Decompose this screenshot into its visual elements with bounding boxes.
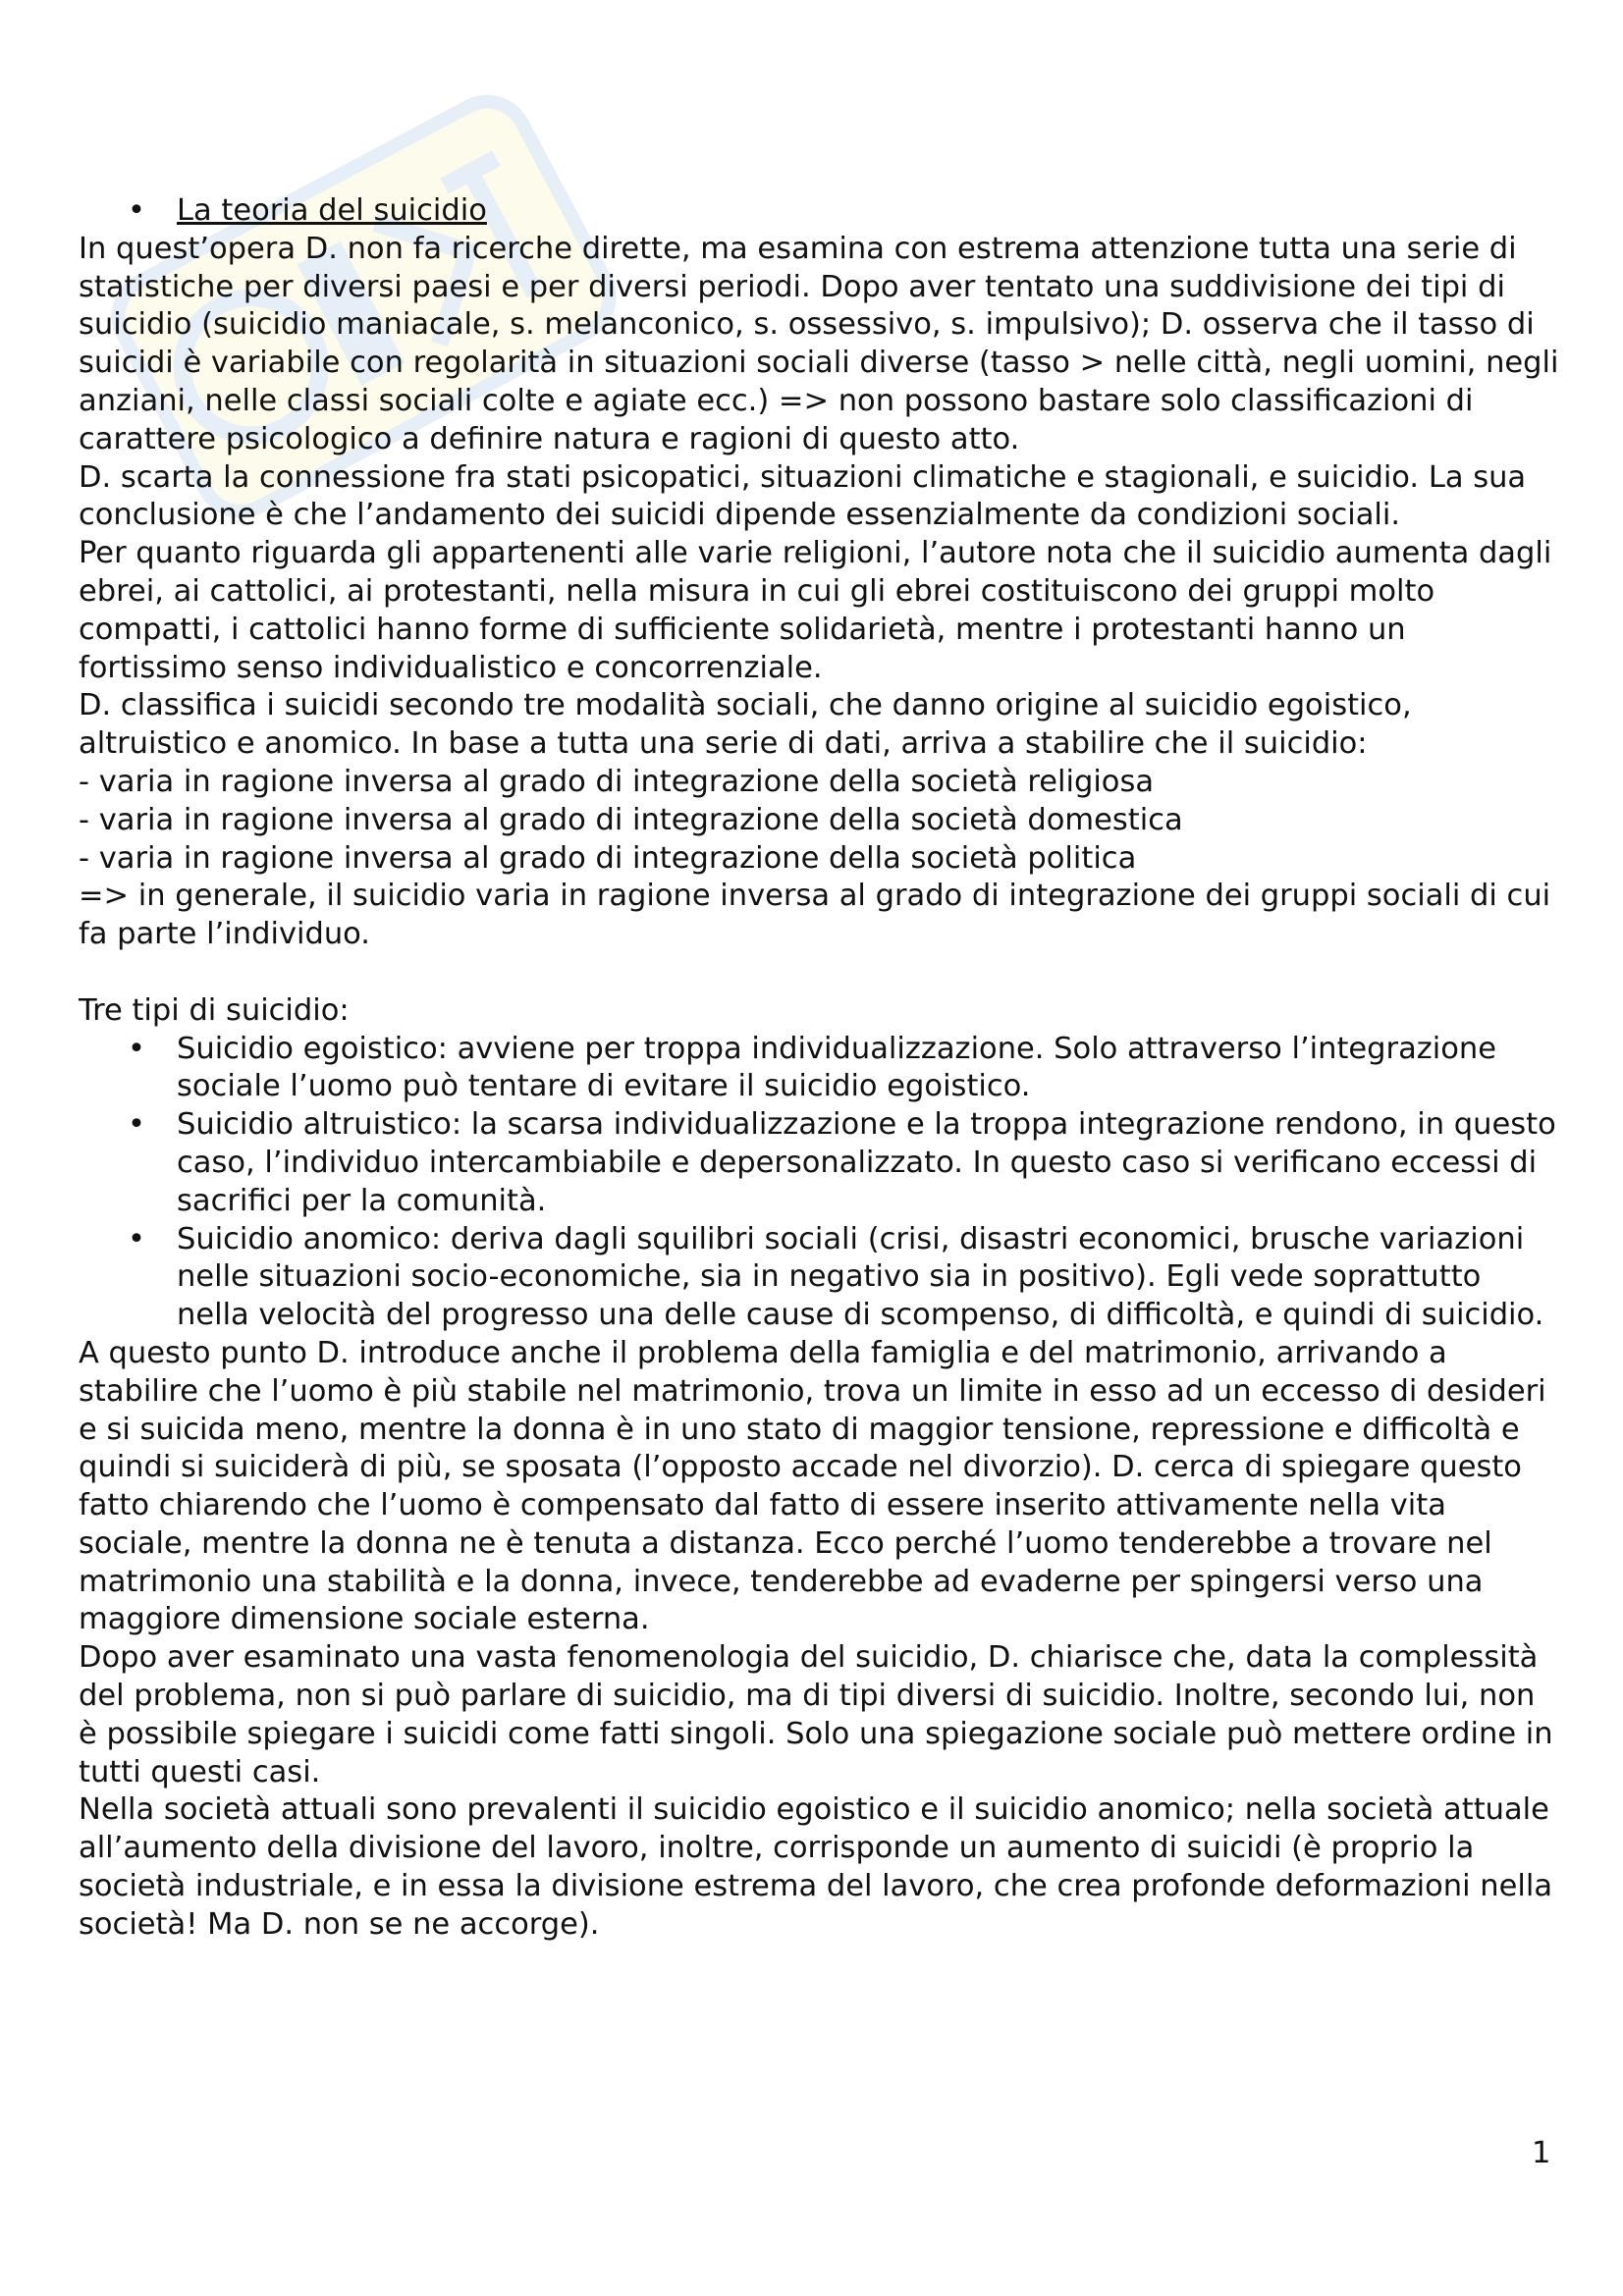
paragraph: Nella società attuali sono prevalenti il suicidio egoistico e il suicidio anomico; nella società attuale all’aumento della divisione del lavoro, inoltre, corrisponde un aumento di suicidi (è proprio la società industriale, e in essa la divisione estrema del lavoro, che crea profonde deformazioni nella società! Ma D. non se ne accorge). — [79, 1792, 1553, 1942]
paragraph: - varia in ragione inversa al grado di integrazione della società politica — [79, 840, 1137, 876]
bullet-icon: • — [128, 1031, 145, 1066]
bullet-icon: • — [128, 193, 145, 228]
list-item-text: Suicidio anomico: deriva dagli squilibri sociali (crisi, disastri economici, brusche variazioni nelle situazioni socio-economiche, sia in negativo sia in positivo). Egli vede soprattutto nella velocità del progresso una delle cause di scompenso, di difficoltà, e quindi di suicidio. — [177, 1221, 1544, 1333]
paragraph: A questo punto D. introduce anche il problema della famiglia e del matrimonio, arrivando a stabilire che l’uomo è più stabile nel matrimonio, trova un limite in esso ad un eccesso di desideri e si suicida meno, mentre la donna è in uno stato di maggior tensione, repressione e difficoltà e quindi si suiciderà di più, se sposata (l’opposto accade nel divorzio). D. cerca di spiegare questo fatto chiarendo che l’uomo è compensato dal fatto di essere inserito attivamente nella vita sociale, mentre la donna ne è tenuta a distanza. Ecco perché l’uomo tenderebbe a trovare nel matrimonio una stabilità e la donna, invece, tenderebbe ad evaderne per spingersi verso una maggiore dimensione sociale esterna. — [79, 1335, 1546, 1637]
list-item-text: Suicidio egoistico: avviene per troppa individualizzazione. Solo attraverso l’integrazione sociale l’uomo può tentare di evitare il suicidio egoistico. — [177, 1031, 1496, 1104]
bullet-icon: • — [128, 1221, 145, 1256]
paragraph: D. classifica i suicidi secondo tre modalità sociali, che danno origine al suicidio egoistico, altruistico e anomico. In base a tutta una serie di dati, arriva a stabilire che il suicidio: — [79, 688, 1412, 762]
paragraph: Dopo aver esaminato una vasta fenomenologia del suicidio, D. chiarisce che, data la complessità del problema, non si può parlare di suicidio, ma di tipi diversi di suicidio. Inoltre, secondo lui, non è possibile spiegare i suicidi come fatti singoli. Solo una spiegazione sociale può mettere ordine in tutti questi casi. — [79, 1640, 1553, 1789]
section-heading-row — [79, 192, 1561, 231]
paragraph: - varia in ragione inversa al grado di integrazione della società domestica — [79, 802, 1183, 837]
bullet-icon: • — [128, 1107, 145, 1143]
paragraph: Per quanto riguarda gli appartenenti alle varie religioni, l’autore nota che il suicidio aumenta dagli ebrei, ai cattolici, ai protestanti, nella misura in cui gli ebrei costituiscono dei gruppi molto compatti, i cattolici hanno forme di sufficiente solidarietà, mentre i protestanti hanno un fortissimo senso individualistico e concorrenziale. — [79, 536, 1552, 685]
list-item — [79, 1221, 1561, 1335]
paragraph: => in generale, il suicidio varia in ragione inversa al grado di integrazione dei gruppi sociali di cui fa parte l’individuo. — [79, 879, 1551, 952]
suicide-types-list — [79, 1031, 1561, 1335]
section-heading: La teoria del suicidio — [177, 193, 487, 228]
page-number: 1 — [1532, 2136, 1551, 2170]
list-item — [79, 1031, 1561, 1107]
list-item-text: Suicidio altruistico: la scarsa individualizzazione e la troppa integrazione rendono, in questo caso, l’individuo intercambiabile e depersonalizzato. In questo caso si verificano eccessi di sacrifici per la comunità. — [177, 1107, 1556, 1218]
document-body — [79, 192, 1561, 1945]
types-intro: Tre tipi di suicidio: — [79, 992, 350, 1028]
paragraph: In quest’opera D. non fa ricerche dirette, ma esamina con estrema attenzione tutta una serie di statistiche per diversi paesi e per diversi periodi. Dopo aver tentato una suddivisione dei tipi di suicidio (suicidio maniacale, s. melanconico, s. ossessivo, s. impulsivo); D. osserva che il tasso di suicidi è variabile con regolarità in situazioni sociali diverse (tasso > nelle città, negli uomini, negli anziani, nelle classi sociali colte e agiate ecc.) => non possono bastare solo classificazioni di carattere psicologico a definire natura e ragioni di questo atto. — [79, 231, 1559, 456]
paragraph: D. scarta la connessione fra stati psicopatici, situazioni climatiche e stagionali, e suicidio. La sua conclusione è che l’andamento dei suicidi dipende essenzialmente da condizioni sociali. — [79, 459, 1527, 533]
spacer — [79, 954, 1561, 992]
list-item — [79, 1106, 1561, 1220]
paragraph: - varia in ragione inversa al grado di integrazione della società religiosa — [79, 764, 1155, 799]
